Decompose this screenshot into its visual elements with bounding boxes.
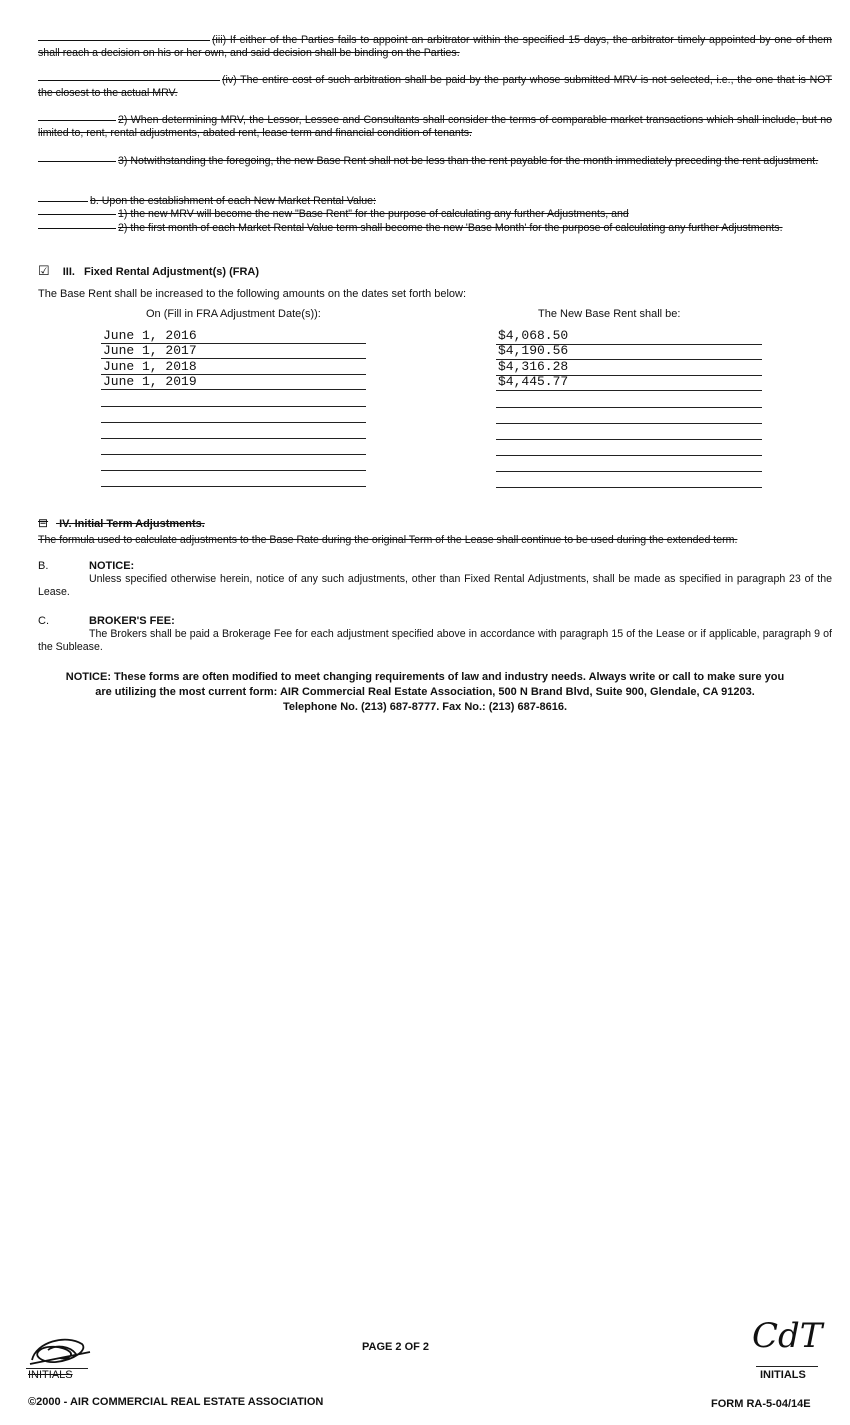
date-line[interactable] — [101, 406, 366, 407]
paragraph-text: (iv) The entire cost of such arbitration shall be paid by the party whose submitted MRV is not selected, i.e., the one that is NOT the closest to the actual MRV. — [38, 74, 832, 99]
paragraph-text: b. Upon the establishment of each New Market Rental Value: — [90, 195, 376, 207]
initials-right-line — [756, 1366, 818, 1367]
struck-paragraph-iii — [38, 34, 832, 60]
fra-date-4[interactable]: June 1, 2019 — [103, 374, 197, 389]
notice-c-text — [38, 628, 832, 654]
rent-column-header: The New Base Rent shall be: — [538, 308, 681, 320]
notice-c-title: BROKER'S FEE: — [89, 615, 175, 627]
leader-line — [38, 214, 116, 215]
leader-line — [38, 228, 116, 229]
date-line — [101, 374, 366, 375]
date-line[interactable] — [101, 470, 366, 471]
initials-left-label: INITIALS — [28, 1369, 73, 1381]
struck-paragraph-b1 — [38, 208, 832, 221]
footer-notice-line1: NOTICE: These forms are often modified to meet changing requirements of law and industry needs. Always write or call to make sure you — [65, 671, 785, 683]
paragraph-text: 3) Notwithstanding the foregoing, the new Base Rent shall not be less than the rent payable for the month immediately preceding the rent adjustment. — [118, 155, 819, 167]
leader-line — [38, 161, 116, 162]
rent-line[interactable] — [496, 423, 762, 424]
date-line[interactable] — [101, 438, 366, 439]
section-iv-header — [38, 516, 205, 530]
copyright: ©2000 - AIR COMMERCIAL REAL ESTATE ASSOCIATION — [28, 1396, 324, 1408]
rent-line — [496, 344, 762, 345]
fra-date-2[interactable]: June 1, 2017 — [103, 343, 197, 358]
notice-c-letter: C. — [38, 615, 49, 627]
leader-line — [38, 80, 220, 81]
fra-rent-3[interactable]: $4,316.28 — [498, 359, 569, 374]
notice-b-letter: B. — [38, 560, 49, 572]
initials-left-block — [26, 1330, 96, 1384]
notice-c-body: The Brokers shall be paid a Brokerage Fee for each adjustment specified above in accordance with paragraph 15 of the Lease or if applicable, paragraph 9 of the Sublease. — [38, 628, 832, 653]
rent-line[interactable] — [496, 455, 762, 456]
fra-rent-2[interactable]: $4,190.56 — [498, 343, 569, 358]
leader-line — [38, 201, 88, 202]
footer-notice-line2: are utilizing the most current form: AIR Commercial Real Estate Association, 500 N Brand Blvd, Suite 900, Glendale, CA 91203. — [95, 686, 755, 698]
fra-date-3[interactable]: June 1, 2018 — [103, 359, 197, 374]
rent-line — [496, 390, 762, 391]
struck-paragraph-2 — [38, 114, 832, 140]
footer-notice — [20, 670, 830, 715]
notice-b-text — [38, 573, 832, 599]
date-line — [101, 358, 366, 359]
notice-b-title: NOTICE: — [89, 560, 135, 572]
footer-notice-line3: Telephone No. (213) 687-8777. Fax No.: (213) 687-8616. — [282, 701, 568, 713]
fra-date-1[interactable]: June 1, 2016 — [103, 328, 197, 343]
checked-checkbox-icon[interactable]: ☑ — [38, 263, 50, 278]
rent-line[interactable] — [496, 407, 762, 408]
signature-initials-right: CdT — [752, 1316, 823, 1356]
struck-paragraph-3 — [38, 155, 832, 168]
page-number: PAGE 2 OF 2 — [362, 1341, 430, 1353]
paragraph-text: 2) the first month of each Market Rental Value term shall become the new 'Base Month' for the purpose of calculating any further Adjustments. — [118, 222, 783, 234]
struck-paragraph-b — [38, 195, 832, 208]
initials-right-label: INITIALS — [760, 1369, 806, 1381]
section-iv-title: IV. Initial Term Adjustments. — [59, 518, 205, 530]
fra-rent-1[interactable]: $4,068.50 — [498, 328, 569, 343]
rent-line[interactable] — [496, 439, 762, 440]
signature-scribble-left — [26, 1330, 96, 1370]
unchecked-checkbox-icon[interactable]: ⊟ — [38, 516, 49, 530]
form-number: FORM RA-5-04/14E — [711, 1398, 811, 1410]
struck-paragraph-iv — [38, 74, 832, 100]
section-iv-text: The formula used to calculate adjustments to the Base Rate during the original Term of the Lease shall continue to be used during the extended term. — [38, 534, 738, 546]
section-number: III. — [62, 266, 75, 278]
section-iii-intro: The Base Rent shall be increased to the following amounts on the dates set forth below: — [38, 288, 467, 300]
leader-line — [38, 40, 210, 41]
notice-b-body: Unless specified otherwise herein, notice of any such adjustments, other than Fixed Rental Adjustments, shall be made as specified in paragraph 23 of the Lease. — [38, 573, 832, 598]
paragraph-text: (iii) If either of the Parties fails to appoint an arbitrator within the specified 15 days, the arbitrator timely appointed by one of them shall reach a decision on his or her own, and said decision shall be binding on the Parties. — [38, 34, 832, 59]
leader-line — [38, 120, 116, 121]
date-line[interactable] — [101, 422, 366, 423]
fra-rent-4[interactable]: $4,445.77 — [498, 374, 569, 389]
rent-line — [496, 359, 762, 360]
date-line — [101, 343, 366, 344]
section-iii-header — [38, 263, 259, 279]
rent-line — [496, 375, 762, 376]
paragraph-text: 1) the new MRV will become the new "Base Rent" for the purpose of calculating any further Adjustments, and — [118, 208, 629, 220]
rent-line[interactable] — [496, 471, 762, 472]
struck-paragraph-b2 — [38, 222, 832, 235]
section-title: Fixed Rental Adjustment(s) (FRA) — [84, 266, 260, 278]
paragraph-text: 2) When determining MRV, the Lessor, Lessee and Consultants shall consider the terms of comparable market transactions which shall include, but no limited to, rent, rental adjustments, abated rent, lease term and financial condition of tenants. — [38, 114, 832, 139]
date-line[interactable] — [101, 486, 366, 487]
rent-line[interactable] — [496, 487, 762, 488]
date-line[interactable] — [101, 454, 366, 455]
dates-column-header: On (Fill in FRA Adjustment Date(s)): — [146, 308, 321, 320]
date-line — [101, 389, 366, 390]
